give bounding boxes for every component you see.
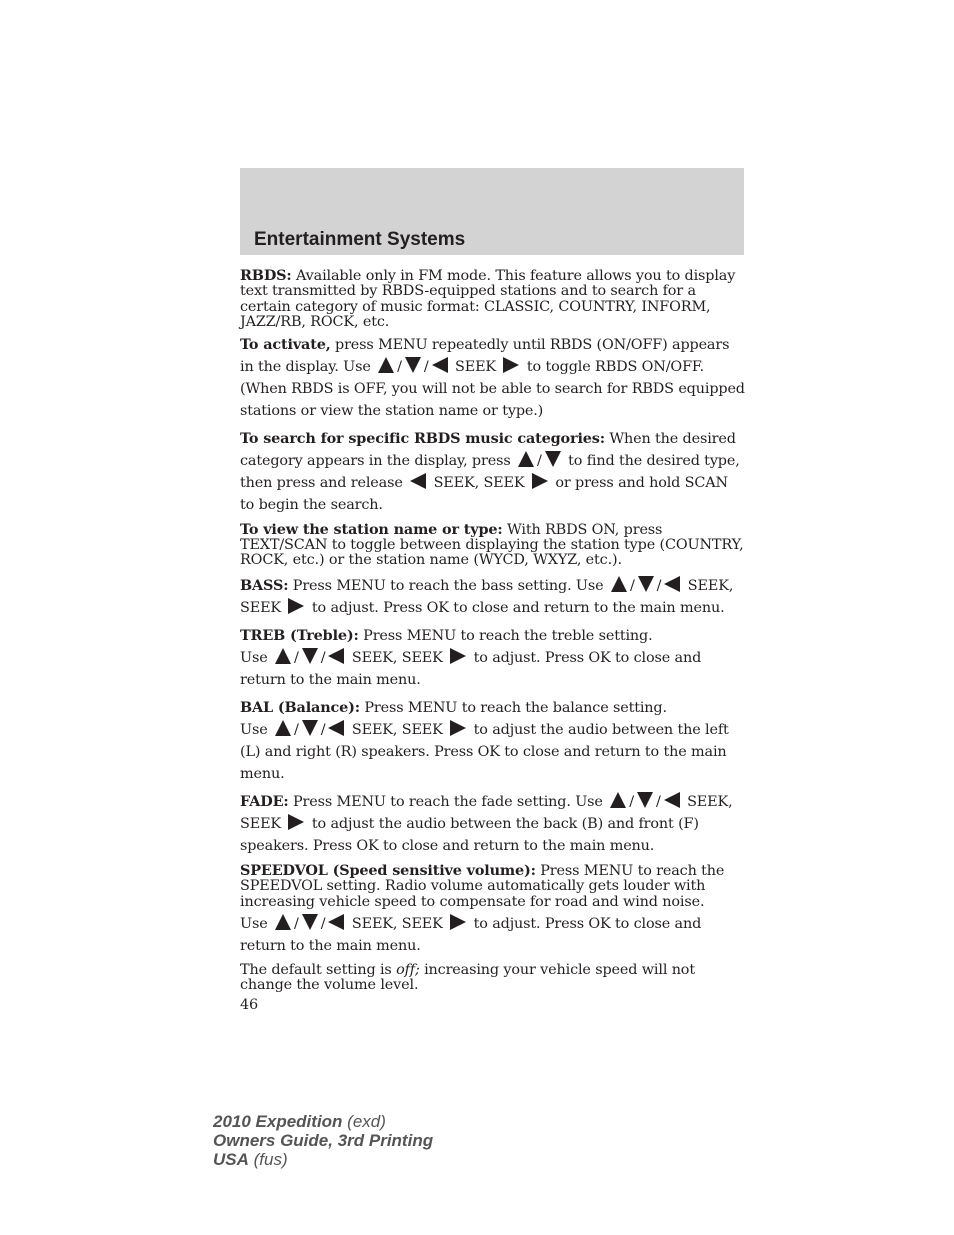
seek-pair-label: SEEK, SEEK	[351, 721, 443, 738]
footer-market-code: (fus)	[253, 1150, 288, 1169]
seek-pair-label: SEEK, SEEK	[240, 793, 733, 832]
fade-paragraph	[240, 791, 746, 857]
arrow-down-icon	[545, 451, 561, 467]
seek-right-icon	[450, 648, 466, 664]
rbds-label: RBDS:	[240, 267, 292, 284]
manual-content	[240, 268, 746, 1013]
arrow-up-icon	[378, 357, 394, 373]
footer-market: USA	[213, 1150, 249, 1169]
seek-left-icon	[432, 357, 448, 373]
seek-left-icon	[328, 914, 344, 930]
slash-separator: /	[397, 358, 402, 375]
rbds-paragraph	[240, 268, 746, 331]
seek-right-icon	[450, 914, 466, 930]
speedvol-text-2: to adjust. Press OK to close and return to the main menu.	[240, 916, 702, 955]
search-text-3: or press and hold SCAN to begin the search.	[240, 474, 728, 513]
slash-separator: /	[320, 916, 326, 933]
slash-separator: /	[537, 452, 542, 469]
default-text-2: increasing your vehicle speed will not change the volume level.	[240, 962, 695, 994]
slash-separator: /	[294, 916, 299, 933]
default-setting-paragraph	[240, 963, 746, 994]
seek-label: SEEK	[455, 358, 497, 375]
slash-separator: /	[294, 721, 299, 738]
use-label: Use	[240, 649, 268, 666]
slash-separator: /	[629, 577, 635, 594]
footer-model-code: (exd)	[347, 1112, 386, 1131]
balance-text: Press MENU to reach the balance setting.	[364, 699, 667, 716]
seek-left-icon	[664, 792, 680, 808]
slash-separator: /	[320, 721, 326, 738]
slash-separator: /	[294, 649, 299, 666]
balance-paragraph	[240, 697, 746, 785]
footer-guide-name: Owners Guide, 3rd Printing	[213, 1131, 434, 1150]
balance-text-2: to adjust the audio between the left (L) and right (R) speakers. Press OK to close and return to the main menu.	[240, 721, 729, 782]
activate-paragraph	[240, 334, 746, 422]
seek-pair-label: SEEK, SEEK	[351, 649, 443, 666]
slash-separator: /	[655, 793, 661, 810]
view-paragraph	[240, 522, 746, 569]
fade-label: FADE:	[240, 792, 289, 810]
treble-text: Press MENU to reach the treble setting.	[363, 627, 653, 644]
arrow-up-icon	[275, 720, 291, 736]
bass-text-2: to adjust. Press OK to close and return to the main menu.	[311, 599, 725, 616]
seek-right-icon	[450, 720, 466, 736]
seek-left-icon	[410, 473, 426, 489]
view-text: With RBDS ON, press TEXT/SCAN to toggle between displaying the station type (COUNTRY, ROCK, etc.) or the station name (WYCD, WXYZ, etc.).	[240, 521, 744, 569]
arrow-down-icon	[405, 357, 421, 373]
seek-pair-label: SEEK, SEEK	[433, 474, 525, 491]
seek-right-icon	[288, 598, 304, 614]
seek-left-icon	[664, 576, 680, 592]
footer-line-3	[213, 1150, 433, 1169]
slash-separator: /	[656, 577, 662, 594]
footer-line-1	[213, 1112, 433, 1131]
search-paragraph	[240, 428, 746, 516]
activate-label: To activate,	[240, 335, 331, 353]
search-text-1: When the desired category appears in the display, press	[240, 430, 736, 469]
use-label: Use	[240, 721, 268, 738]
seek-pair-label: SEEK, SEEK	[351, 916, 443, 933]
seek-left-icon	[328, 720, 344, 736]
arrow-down-icon	[302, 720, 318, 736]
arrow-down-icon	[637, 792, 653, 808]
bass-paragraph	[240, 575, 746, 619]
bass-text-1: Press MENU to reach the bass setting. Use	[292, 577, 604, 594]
arrow-up-icon	[611, 576, 627, 592]
arrow-up-icon	[518, 451, 534, 467]
fade-text-2: to adjust the audio between the back (B) and front (F) speakers. Press OK to close and return to the main menu.	[240, 815, 699, 854]
treble-paragraph	[240, 625, 746, 691]
seek-pair-label: SEEK, SEEK	[240, 577, 734, 616]
footer-line-2	[213, 1131, 433, 1150]
bass-label: BASS:	[240, 576, 289, 594]
balance-label: BAL (Balance):	[240, 698, 360, 716]
arrow-up-icon	[275, 648, 291, 664]
default-value: off;	[396, 962, 420, 979]
footer-model: 2010 Expedition	[213, 1112, 343, 1131]
slash-separator: /	[320, 649, 326, 666]
use-label: Use	[240, 916, 268, 933]
speedvol-text: Press MENU to reach the SPEEDVOL setting. Radio volume automatically gets louder with increasing vehicle speed to compensate for road and wind noise.	[240, 862, 725, 910]
default-text-1: The default setting is	[240, 962, 392, 979]
section-title: Entertainment Systems	[254, 229, 466, 250]
search-label: To search for specific RBDS music categories:	[240, 429, 605, 447]
view-label: To view the station name or type:	[240, 520, 503, 538]
fade-text-1: Press MENU to reach the fade setting. Use	[293, 793, 603, 810]
treble-label: TREB (Treble):	[240, 626, 359, 644]
arrow-up-icon	[610, 792, 626, 808]
arrow-down-icon	[302, 914, 318, 930]
speedvol-use-paragraph	[240, 913, 746, 957]
arrow-up-icon	[275, 914, 291, 930]
activate-text-1: press MENU repeatedly until RBDS (ON/OFF) appears in the display. Use	[240, 336, 730, 375]
speedvol-paragraph	[240, 863, 746, 910]
seek-left-icon	[328, 648, 344, 664]
seek-right-icon	[503, 357, 519, 373]
document-footer	[213, 1112, 433, 1169]
activate-text-2: to toggle RBDS ON/OFF. (When RBDS is OFF, you will not be able to search for RBDS equipped stations or view the station name or type.)	[240, 358, 745, 419]
seek-right-icon	[532, 473, 548, 489]
arrow-down-icon	[638, 576, 654, 592]
page-number: 46	[240, 996, 259, 1013]
treble-text-2: to adjust. Press OK to close and return to the main menu.	[240, 649, 702, 688]
speedvol-label: SPEEDVOL (Speed sensitive volume):	[240, 861, 536, 879]
section-header-band	[240, 168, 744, 255]
seek-right-icon	[288, 814, 304, 830]
arrow-down-icon	[302, 648, 318, 664]
slash-separator: /	[629, 793, 634, 810]
rbds-text: Available only in FM mode. This feature allows you to display text transmitted by RBDS-equipped stations and to search for a certain category of music format: CLASSIC, COUNTRY, INFORM, JAZZ/RB, ROCK, etc.	[240, 268, 736, 331]
slash-separator: /	[423, 358, 429, 375]
search-text-2: to find the desired type, then press and release	[240, 452, 740, 491]
